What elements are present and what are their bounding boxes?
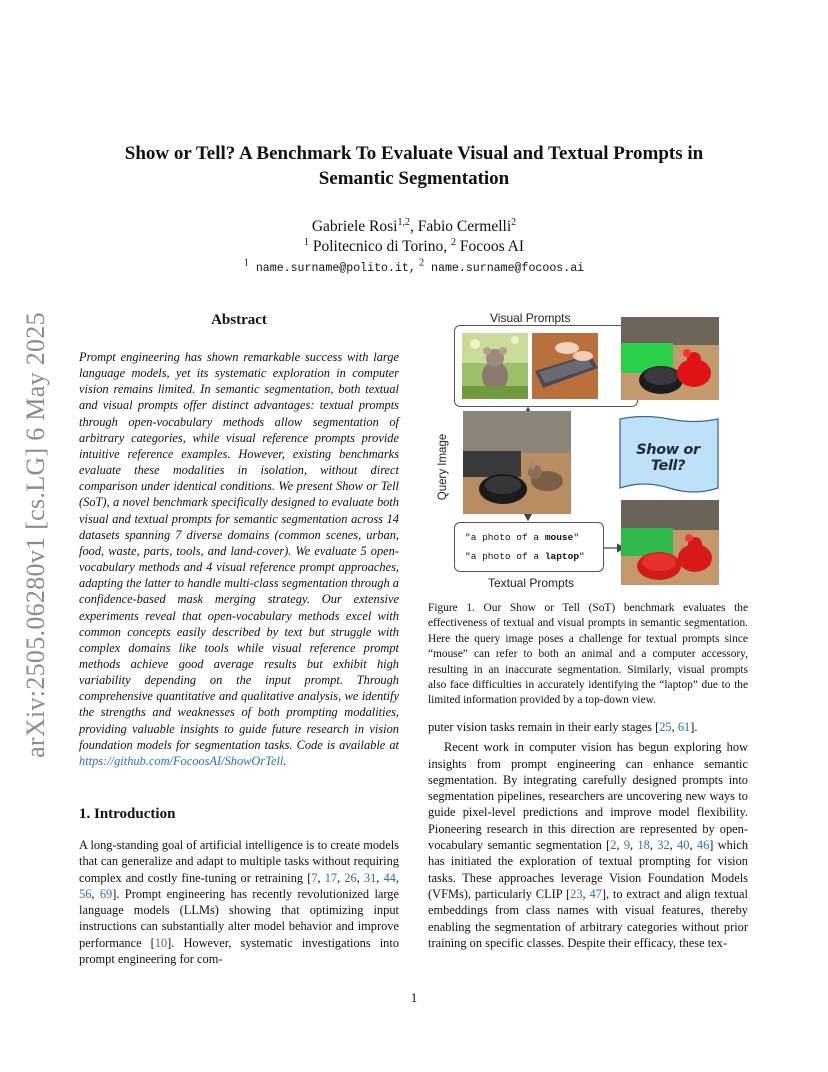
citation[interactable]: 46 — [696, 838, 710, 853]
abstract-end: . — [283, 753, 287, 768]
citation[interactable]: 40 — [677, 838, 690, 853]
affil-1-mark: 1 — [303, 236, 309, 248]
email-1: name.surname@polito.it, — [248, 262, 416, 275]
email-2-mark: 2 — [419, 257, 425, 269]
body-text: puter vision tasks remain in their early stages [ — [428, 720, 660, 734]
paper-title — [90, 141, 738, 191]
citation[interactable]: 23 — [570, 886, 583, 901]
prompt-2-suffix: " — [579, 551, 585, 562]
emails — [90, 258, 738, 278]
citation[interactable]: 9 — [623, 838, 631, 853]
affil-1: Politecnico di Torino, — [308, 238, 451, 255]
textual-prompts-label: Textual Prompts — [488, 576, 575, 590]
citation[interactable]: 7 — [311, 870, 318, 885]
abstract-heading: Abstract — [211, 312, 267, 328]
arxiv-stamp-text: arXiv:2505.06280v1 [cs.LG] 6 May 2025 — [21, 312, 50, 758]
textual-prompt-1 — [465, 532, 579, 543]
figure-1 — [428, 308, 748, 598]
citation[interactable]: 44 — [383, 870, 396, 885]
visual-prompts-label: Visual Prompts — [490, 311, 571, 325]
page-number: 1 — [410, 990, 418, 1005]
paragraph: Recent work in computer vision has begun exploring how insights from prompt engineering can enhance semantic segmentation. By integrating carefully designed prompts into segmentation pipelines, researchers are uncovering new ways to guide pixel-level predictions and improve model flexibility. Pioneering research in this direction are represented by open-vocabulary semantic segmentation [2, 9, 18, 32, 40, 46] which has initiated the exploration of textual prompting for vision tasks. These approaches leverage Vision Foundation Models (VFMs), particularly CLIP [23, 47], to extract and align textual embeddings from class names with visual features, thereby enabling the segmentation of arbitrary categories without prior training on specific classes. Despite their efficacy, these tex- — [428, 740, 749, 950]
citation[interactable]: 25 — [659, 720, 672, 734]
intro-paragraph: A long-standing goal of artificial intelligence is to create models that can generalize and adapt to multiple tasks without requiring complex and costly fine-tuning or retraining [7, 17, 26, 31, 44, 56, 69]. Prompt engineering has recently revolutionized large language models (LLMs) showing that optimizing input instructions can substantially alter model behavior and improve performance [10]. However, systematic investigations into prompt engineering for com- — [79, 838, 400, 967]
title-line-2: Semantic Segmentation — [318, 168, 510, 189]
abstract-body — [79, 349, 399, 769]
intro-text: ]. Prompt engineering has recently revolutionized large language models (LLMs) showing that optimizing input instructions can substantially alter model behavior and improve performance [ — [79, 886, 400, 950]
citation[interactable]: 56 — [79, 886, 92, 901]
citation[interactable]: 17 — [324, 870, 338, 885]
show-or-tell-text: Show or Tell? — [636, 442, 700, 474]
prompt-2-class: laptop — [544, 551, 580, 562]
citation[interactable]: 2 — [610, 838, 617, 853]
arxiv-stamp — [12, 300, 60, 770]
section-heading-introduction: 1. Introduction — [79, 806, 176, 822]
title-line-1: Show or Tell? A Benchmark To Evaluate Visual and Textual Prompts in — [124, 143, 704, 164]
affiliations — [90, 237, 738, 257]
citation[interactable]: 32 — [657, 838, 670, 853]
body-text: ] which has initiated the exploration of textual prompting for vision tasks. These approaches leverage Vision Foundation Models (VFMs), particularly CLIP [ — [428, 838, 749, 901]
citation[interactable]: 10 — [154, 935, 168, 950]
citation[interactable]: 69 — [99, 886, 113, 901]
prompt-1-prefix: "a photo of a — [465, 532, 545, 543]
citation[interactable]: 31 — [363, 870, 377, 885]
author-1: Gabriele Rosi — [311, 218, 398, 235]
citation[interactable]: 26 — [344, 870, 357, 885]
prompt-1-suffix: " — [573, 532, 580, 543]
query-image-label: Query Image — [437, 433, 449, 501]
query-image-label-wrap — [436, 432, 450, 502]
body-text: ]. — [690, 720, 698, 734]
visual-prompt-result-image — [621, 317, 719, 400]
prompt-1-class: mouse — [544, 532, 574, 543]
email-2: name.surname@focoos.ai — [424, 262, 585, 275]
body-text: Recent work in computer vision has begun exploring how insights from prompt engineering can enhance semantic segmentation. By integrating carefully designed prompts into segmentation pipelines, researchers are uncovering new ways to guide pixel-level predictions and improve model flexibility. Pioneering research in this direction are represented by open-vocabulary semantic segmentation [ — [428, 740, 748, 853]
affil-2: Focoos AI — [455, 238, 525, 255]
textual-prompt-result-image — [621, 500, 719, 585]
query-image — [463, 411, 571, 514]
citation[interactable]: 47 — [589, 886, 602, 901]
author-list — [90, 217, 738, 237]
right-column-body — [428, 719, 748, 951]
author-1-affil: 1,2 — [397, 216, 410, 228]
body-text: ], to extract and align textual embeddings from class names with visual features, thereby enabling the segmentation of arbitrary categories without prior training on specific classes. Despite their efficacy, these tex- — [428, 886, 748, 950]
code-link[interactable]: https://github.com/FocoosAI/ShowOrTell — [79, 753, 284, 768]
affil-2-mark: 2 — [450, 236, 456, 248]
intro-text: A long-standing goal of artificial intelligence is to create models that can generalize and adapt to multiple tasks without requiring complex and costly fine-tuning or retraining [ — [79, 838, 399, 885]
abstract-text: Prompt engineering has shown remarkable success with large language models, yet its systematic exploration in computer vision remains limited. In semantic segmentation, both textual and visual prompts offer distinct advantages: textual prompts through open-vocabulary methods allow segmentation of arbitrary categories, while visual reference prompts provide intuitive reference examples. However, existing benchmarks evaluate these modalities in isolation, without direct comparison under identical conditions. We present Show or Tell (SoT), a novel benchmark specifically designed to evaluate both visual and textual prompts for semantic segmentation across 14 datasets spanning 7 diverse domains (common scenes, urban, food, waste, parts, tools, and land-cover). We evaluate 5 open-vocabulary methods and 4 visual reference prompt approaches, adapting the latter to handle multi-class segmentation through a confidence-based mask merging strategy. Our extensive experiments reveal that open-vocabulary methods excel with common concepts easily described by text but struggle with complex domains like tools while visual reference prompt methods achieve good average results but exhibit high variability depending on the input prompt. Through comprehensive quantitative and qualitative analysis, we identify the strengths and weaknesses of both prompting modalities, providing valuable insights to guide future research in vision foundation models for segmentation tasks. Code is available at — [79, 350, 399, 752]
paragraph: puter vision tasks remain in their early stages [25, 61]. — [428, 720, 698, 734]
author-2: , Fabio Cermelli — [410, 218, 512, 235]
intro-text: ]. However, systematic investigations into prompt engineering for com- — [79, 935, 399, 967]
prompt-2-prefix: "a photo of a — [465, 551, 545, 562]
figure-1-caption: Figure 1. Our Show or Tell (SoT) benchmark evaluates the effectiveness of textual and visual prompts in semantic segmentation. Here the query image poses a challenge for textual prompts since “mouse” can refer to both an animal and a computer accessory, resulting in an inaccurate segmentation. Similarly, visual prompts also face difficulties in accurately identifying the “laptop” due to the limited information provided by a top-down view. — [428, 602, 748, 707]
textual-prompts-box — [454, 522, 604, 572]
author-2-affil: 2 — [511, 216, 517, 228]
email-1-mark: 1 — [243, 257, 249, 269]
citation[interactable]: 18 — [637, 838, 650, 853]
citation[interactable]: 61 — [677, 720, 691, 734]
textual-prompt-2 — [465, 551, 585, 562]
